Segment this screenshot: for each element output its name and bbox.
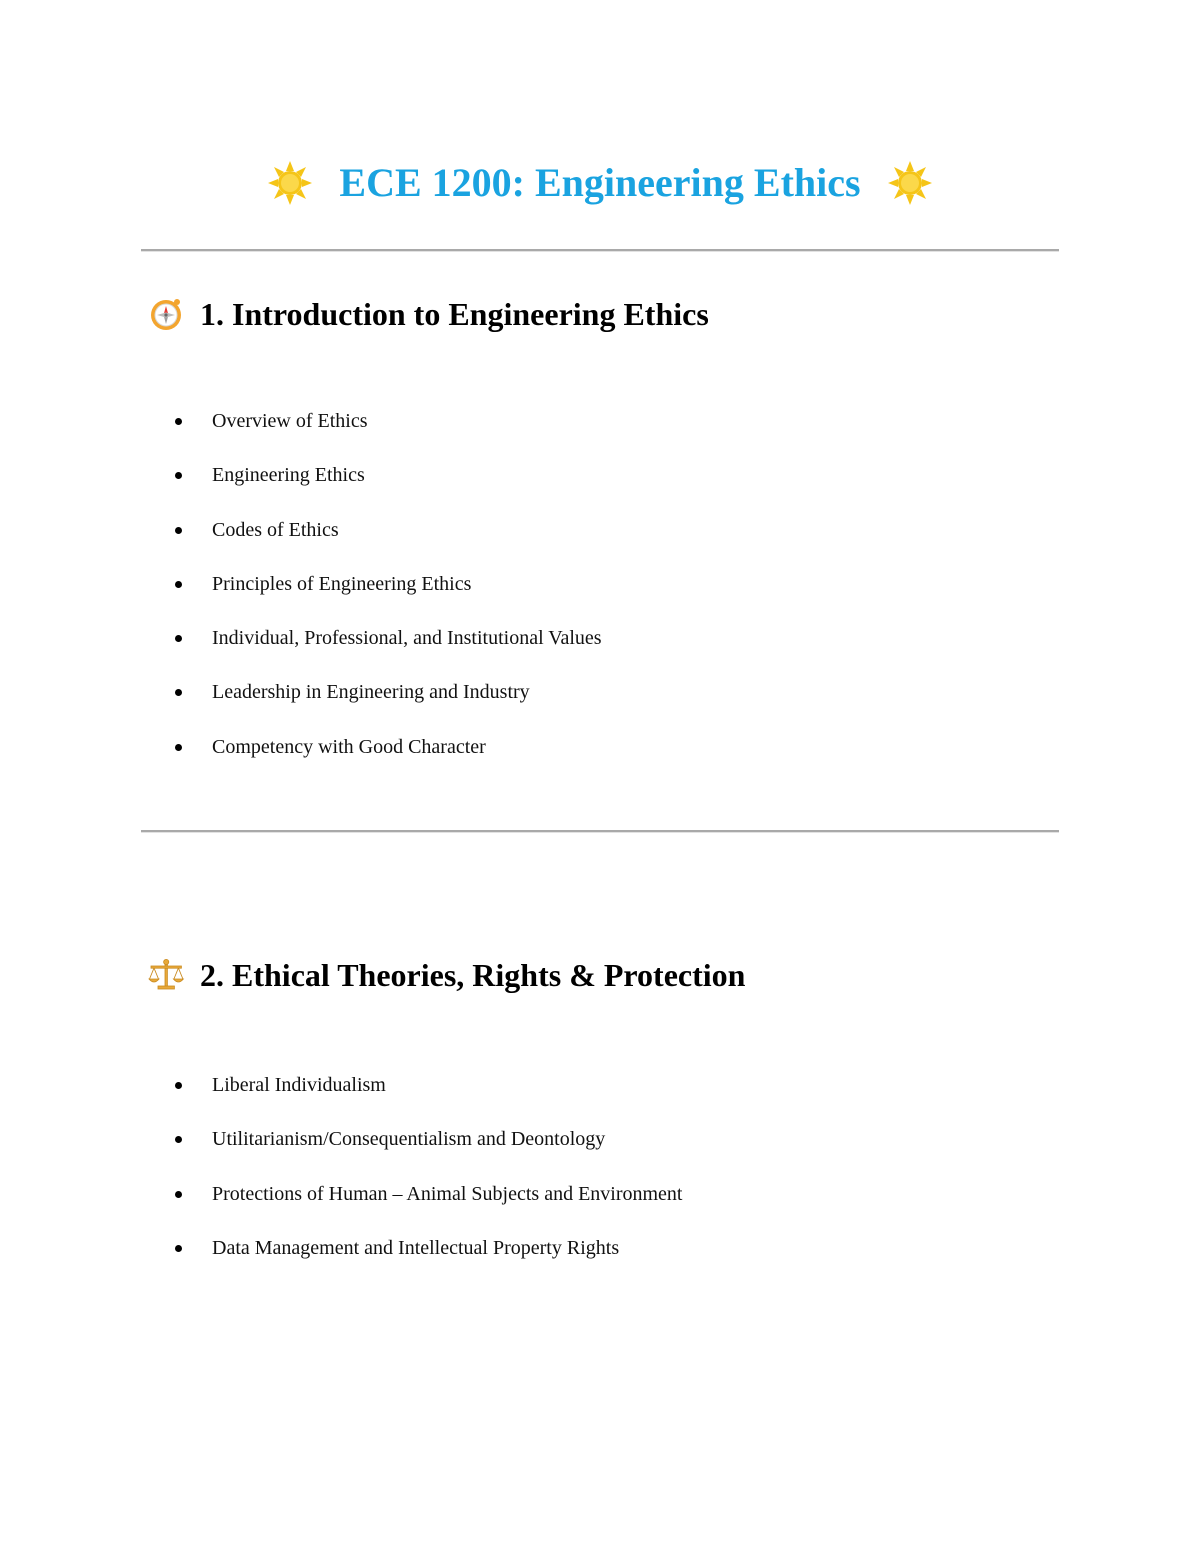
list-item <box>175 730 602 784</box>
list-item-text: Protections of Human – Animal Subjects and Environment <box>212 1182 683 1205</box>
section-heading-text: 2. Ethical Theories, Rights & Protection <box>200 956 746 993</box>
page-title: ECE 1200: Engineering Ethics <box>339 159 861 205</box>
list-item-text: Competency with Good Character <box>212 735 486 758</box>
list-item <box>175 458 602 512</box>
list-item <box>175 1122 683 1176</box>
bullet-icon <box>175 581 182 588</box>
list-item-text: Liberal Individualism <box>212 1074 386 1096</box>
list-item-text: Data Management and Intellectual Property Rights <box>212 1236 620 1259</box>
list-item <box>175 1177 683 1231</box>
list-item <box>175 1068 683 1122</box>
horizontal-divider <box>141 830 1059 833</box>
bullet-icon <box>175 472 182 479</box>
list-item-text: Codes of Ethics <box>212 518 339 541</box>
bullet-icon <box>175 1082 182 1089</box>
sun-icon <box>267 160 313 206</box>
bullet-icon <box>175 635 182 642</box>
bullet-icon <box>175 689 182 696</box>
bullet-icon <box>175 527 182 534</box>
bullet-icon <box>175 1191 182 1198</box>
page-title-row <box>0 146 1200 216</box>
section-heading <box>146 292 709 336</box>
bullet-icon <box>175 744 182 751</box>
compass-icon <box>146 294 186 334</box>
topic-list <box>175 1068 683 1285</box>
list-item <box>175 513 602 567</box>
section-heading <box>146 953 745 997</box>
bullet-icon <box>175 1136 182 1143</box>
list-item-text: Overview of Ethics <box>212 410 368 432</box>
list-item-text: Principles of Engineering Ethics <box>212 572 472 595</box>
list-item-text: Individual, Professional, and Institutional Values <box>212 627 602 650</box>
sun-icon <box>887 160 933 206</box>
bullet-icon <box>175 1245 182 1252</box>
list-item-text: Engineering Ethics <box>212 464 365 487</box>
topic-list <box>175 404 602 784</box>
list-item <box>175 1231 683 1285</box>
list-item <box>175 567 602 621</box>
list-item <box>175 404 602 458</box>
bullet-icon <box>175 418 182 425</box>
list-item <box>175 675 602 729</box>
list-item-text: Leadership in Engineering and Industry <box>212 681 530 704</box>
horizontal-divider <box>141 249 1059 252</box>
section-heading-text: 1. Introduction to Engineering Ethics <box>200 295 709 332</box>
list-item <box>175 621 602 675</box>
balance-scale-icon <box>146 955 186 995</box>
list-item-text: Utilitarianism/Consequentialism and Deontology <box>212 1128 606 1151</box>
